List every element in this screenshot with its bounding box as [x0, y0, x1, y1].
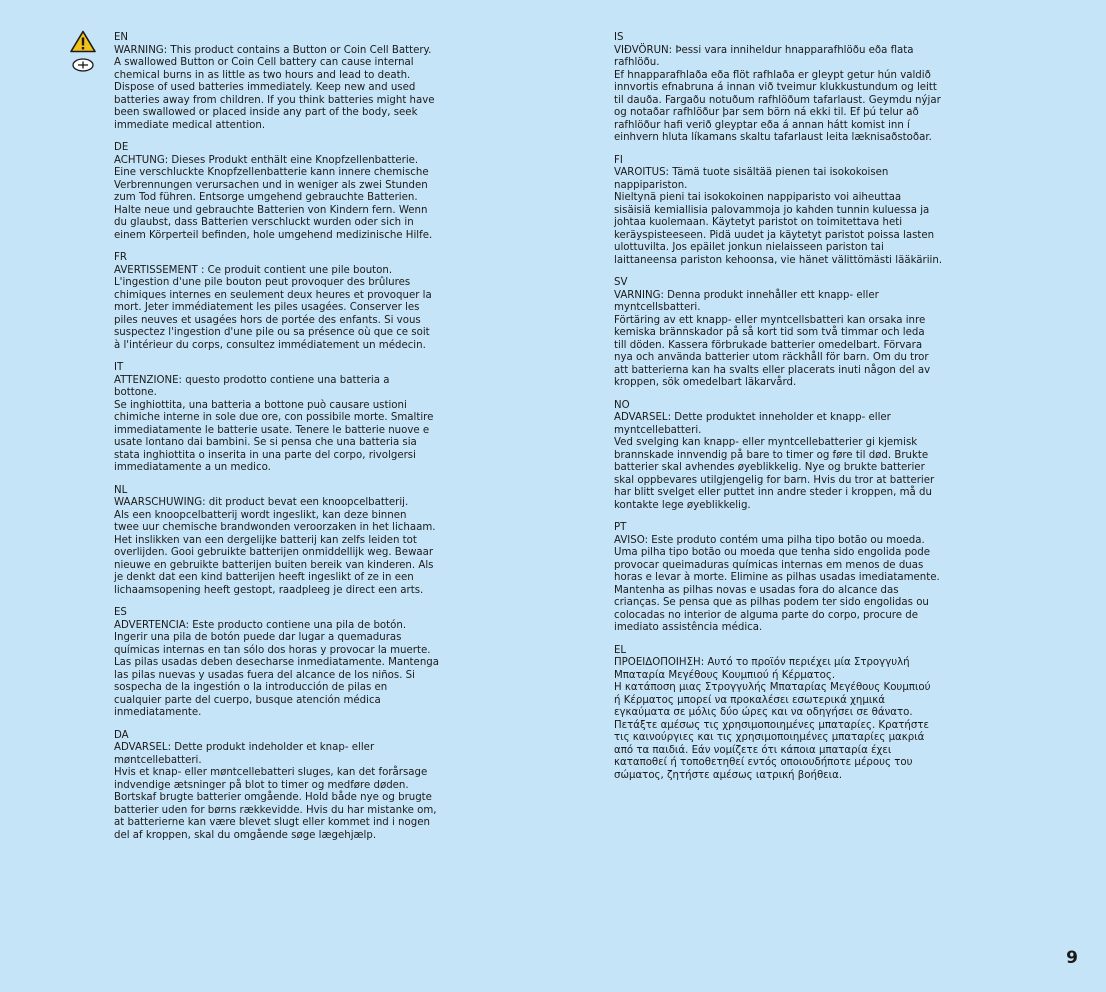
warning-text: WARNING: This product contains a Button or Coin Cell Battery. A swallowed Button or Coin Cell battery can cause internal chemical burns in as little as two hours and lead to death. Dispose of used batteries immediately. Keep new and used batteries away from children. If you think batteries might have been swallowed or placed inside any part of the body, seek immediate medical attention.	[114, 44, 435, 131]
left-column	[114, 32, 494, 852]
warning-block-is	[614, 32, 994, 145]
language-code: SV	[614, 277, 628, 288]
warning-block-fi	[614, 155, 994, 268]
warning-text: WAARSCHUWING: dit product bevat een knoopcelbatterij. Als een knoopcelbatterij wordt ingeslikt, kan deze binnen twee uur chemische brandwonden veroorzaken in het lichaam. Het inslikken van een dergelijke batterij kan zelfs leiden tot overlijden. Gooi gebruikte batterijen onmiddellijk weg. Bewaar nieuwe en gebruikte batterijen buiten bereik van kinderen. Als je denkt dat een kind batterijen heeft ingeslikt of ze in een lichaamsopening heeft gestopt, raadpleeg je direct een arts.	[114, 497, 436, 596]
warning-block-pt	[614, 522, 994, 635]
page-number: 9	[1066, 948, 1078, 968]
warning-text: AVISO: Este produto contém uma pilha tipo botão ou moeda. Uma pilha tipo botão ou moeda que tenha sido engolida pode provocar queimaduras químicas internas em menos de duas horas e levar à morte. Elimine as pilhas usadas imediatamente. Mantenha as pilhas novas e usadas fora do alcance das crianças. Se pensa que as pilhas podem ter sido engolidas ou colocadas no interior de alguma parte do corpo, procure de imediato assistência médica.	[614, 534, 940, 633]
language-code: DE	[114, 142, 129, 153]
language-code: NO	[614, 399, 630, 411]
warning-block-es	[114, 607, 494, 720]
language-code: IS	[614, 32, 624, 43]
warning-text: ADVARSEL: Dette produkt indeholder et knap- eller møntcellebatteri. Hvis et knap- eller møntcellebatteri sluges, kan det forårsage indvendige ætsninger på blot to timer og medføre døden. Bortskaf brugte batterier omgående. Hold både nye og brugte batterier uden for børns rækkevidde. Hvis du har mistanke om, at batterierne kan være blevet slugt eller kommet ind i nogen del af kroppen, skal du omgående søge lægehjælp.	[114, 742, 437, 841]
warning-block-no	[614, 400, 994, 513]
coin-cell-battery-icon	[70, 57, 96, 73]
warning-text: VARNING: Denna produkt innehåller ett knapp- eller myntcellsbatteri. Förtäring av ett knapp- eller myntcellsbatteri kan orsaka inre kemiska brännskador på så kort tid som två timmar och leda till döden. Kassera förbrukade batterier omedelbart. Förvara nya och använda batterier utom räckhåll för barn. Om du tror att batterierna kan ha svalts eller placerats inuti någon del av kroppen, sök omedelbart läkarvård.	[614, 289, 931, 388]
language-code: FI	[614, 154, 623, 166]
warning-text: ACHTUNG: Dieses Produkt enthält eine Knopfzellenbatterie. Eine verschluckte Knopfzellenbatterie kann innere chemische Verbrennungen verursachen und in weniger als zwei Stunden zum Tod führen. Entsorge umgehend gebrauchte Batterien. Halte neue und gebrauchte Batterien von Kindern fern. Wenn du glaubst, dass Batterien verschluckt wurden oder sich in einem Körperteil befinden, hole umgehend medizinische Hilfe.	[114, 154, 433, 241]
language-code: DA	[114, 729, 129, 741]
warning-icons	[70, 30, 98, 73]
warning-block-sv	[614, 277, 994, 390]
warning-block-da	[114, 730, 494, 843]
warning-block-it	[114, 362, 494, 475]
warning-text: ATTENZIONE: questo prodotto contiene una batteria a bottone. Se inghiottita, una batteria a bottone può causare ustioni chimiche interne in sole due ore, con possibile morte. Smaltire immediatamente le batterie usate. Tenere le batterie nuove e usate lontano dai bambini. Se si pensa che una batteria sia stata inghiottita o inserita in una parte del corpo, rivolgersi immediatamente a un medico.	[114, 374, 434, 473]
language-code: PT	[614, 522, 627, 533]
language-code: ES	[114, 607, 127, 618]
warning-text: ADVARSEL: Dette produktet inneholder et knapp- eller myntcellebatteri. Ved svelging kan knapp- eller myntcellebatterier gi kjemisk brannskade innvendig på bare to timer og føre til død. Brukte batterier skal avhendes øyeblikkelig. Nye og brukte batterier skal oppbevares utilgjengelig for barn. Hvis du tror at batterier har blitt svelget eller puttet inn andre steder i kroppen, må du kontakte lege øyeblikkelig.	[614, 412, 935, 511]
warning-block-nl	[114, 485, 494, 598]
warning-block-en	[114, 32, 494, 132]
language-code: NL	[114, 484, 128, 496]
language-code: EN	[114, 32, 129, 43]
warning-text: VIÐVÖRUN: Þessi vara inniheldur hnapparafhlöðu eða flata rafhlöðu. Ef hnapparafhlaða eða flöt rafhlaða er gleypt getur hún valdið innvortis efnabruna á innan við tveimur klukkustundum og leitt til dauða. Fargaðu notuðum rafhlöðum tafarlaust. Geymdu nýjar og notaðar rafhlöður þar sem börn ná ekki til. Ef þú telur að rafhlöður hafi verið gleyptar eða á annan hátt komist inn í einhvern hluta líkamans skaltu tafarlaust leita læknisaðstoðar.	[614, 44, 941, 143]
warning-text: VAROITUS: Tämä tuote sisältää pienen tai isokokoisen nappipariston. Nieltynä pieni tai isokokoinen nappiparisto voi aiheuttaa sisäisiä kemiallisia palovammoja jo kahden tunnin kuluessa ja johtaa kuolemaan. Käytetyt paristot on toimitettava heti keräyspisteeseen. Pidä uudet ja käytetyt paristot poissa lasten ulottuvilta. Jos epäilet jonkun nielaisseen pariston tai laittaneensa pariston kehoonsa, vie hänet välittömästi lääkäriin.	[614, 167, 943, 266]
warning-block-el	[614, 645, 994, 783]
language-code: EL	[614, 644, 627, 656]
right-column	[614, 32, 994, 792]
warning-text: ADVERTENCIA: Este producto contiene una pila de botón. Ingerir una pila de botón puede dar lugar a quemaduras químicas internas en tan sólo dos horas y provocar la muerte. Las pilas usadas deben desecharse inmediatamente. Mantenga las pilas nuevas y usadas fuera del alcance de los niños. Si sospecha de la ingestión o la introducción de pilas en cualquier parte del cuerpo, busque atención médica inmediatamente.	[114, 619, 439, 718]
language-code: IT	[114, 362, 124, 373]
warning-text: AVERTISSEMENT : Ce produit contient une pile bouton. L'ingestion d'une pile bouton peut provoquer des brûlures chimiques internes en seulement deux heures et provoquer la mort. Jeter immédiatement les piles usagées. Conserver les piles neuves et usagées hors de portée des enfants. Si vous suspectez l'ingestion d'une pile ou sa présence où que ce soit à l'intérieur du corps, consultez immédiatement un médecin.	[114, 264, 432, 351]
warning-text: ΠΡΟΕΙΔΟΠΟΙΗΣΗ: Αυτό το προϊόν περιέχει μία Στρογγυλή Μπαταρία Μεγέθους Κουμπιού ή Κέρματος. Η κατάποση μιας Στρογγυλής Μπαταρίας Μεγέθους Κουμπιού ή Κέρματος μπορεί να προκαλέσει εσωτερικά χημικά εγκαύματα σε μόλις δύο ώρες και να οδηγήσει σε θάνατο. Πετάξτε αμέσως τις χρησιμοποιημένες μπαταρίες. Κρατήστε τις καινούργιες και τις χρησιμοποιημένες μπαταρίες μακριά από τα παιδιά. Εάν νομίζετε ότι κάποια μπαταρία έχει καταποθεί ή τοποθετηθεί εντός οποιουδήποτε μέρους του σώματος, ζητήστε αμέσως ιατρική βοήθεια.	[614, 657, 931, 781]
warning-block-fr	[114, 252, 494, 352]
language-code: FR	[114, 252, 127, 263]
warning-triangle-icon	[70, 30, 96, 53]
warning-block-de	[114, 142, 494, 242]
